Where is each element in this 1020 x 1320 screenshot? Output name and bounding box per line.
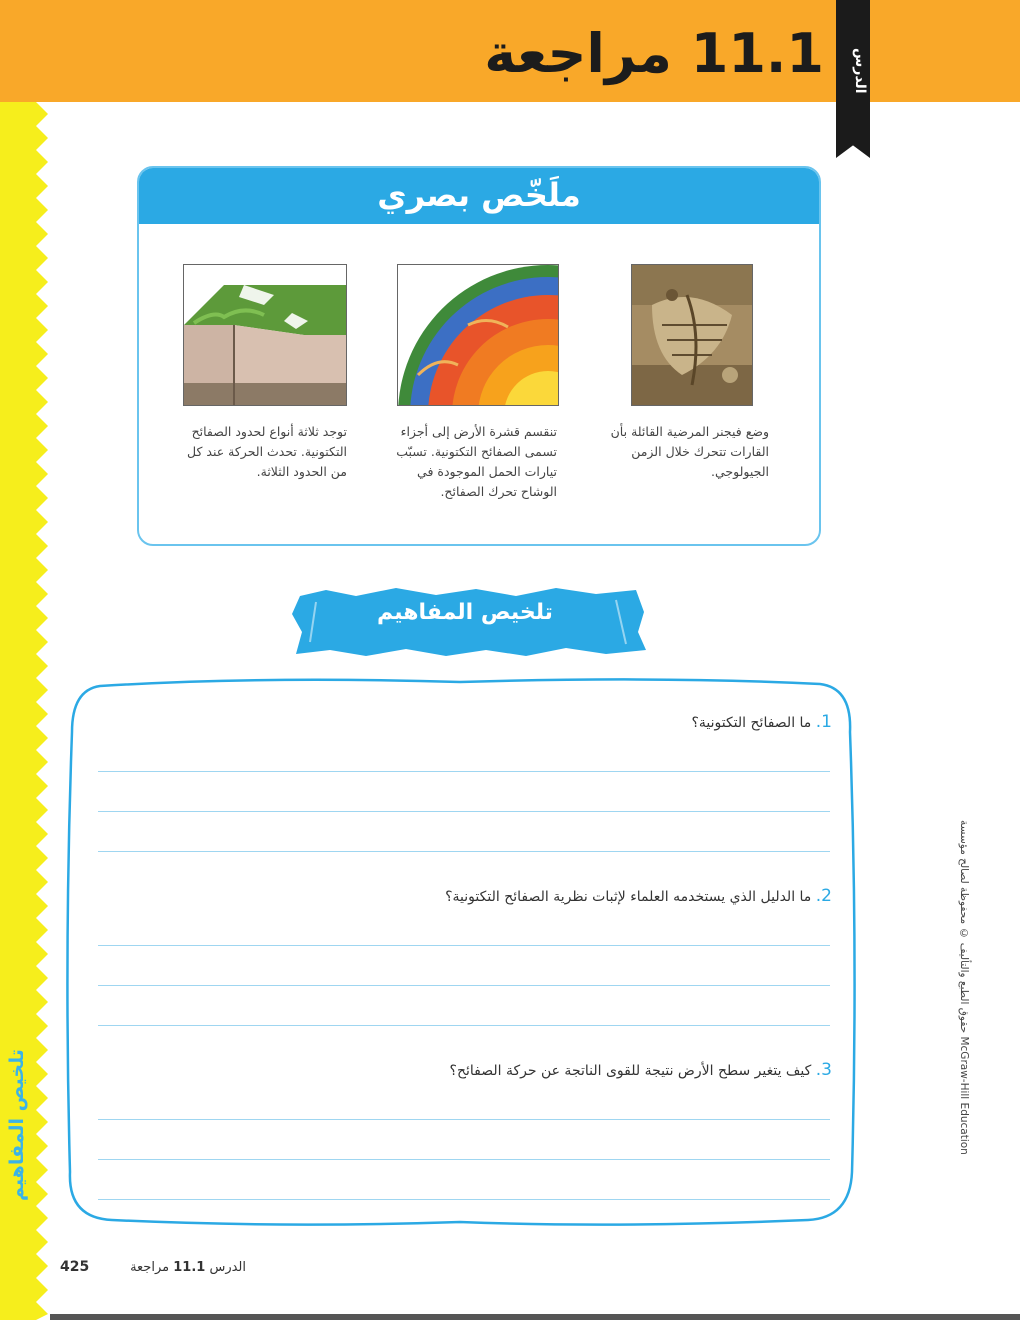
question-1-text: ما الصفائح التكتونية؟ bbox=[691, 715, 812, 731]
bottom-bar bbox=[50, 1314, 1020, 1320]
answer-line[interactable] bbox=[98, 771, 830, 772]
answer-line[interactable] bbox=[98, 811, 830, 812]
question-2-text: ما الدليل الذي يستخدمه العلماء لإثبات نظرية الصفائح التكتونية؟ bbox=[445, 889, 812, 905]
answer-line[interactable] bbox=[98, 1119, 830, 1120]
footer-lesson-label bbox=[130, 1260, 246, 1275]
footer-lesson-title: مراجعة bbox=[130, 1260, 170, 1275]
question-2-number: 2. bbox=[815, 886, 832, 906]
answer-line[interactable] bbox=[98, 1025, 830, 1026]
concept-summary-title: تلخيص المفاهيم bbox=[377, 600, 553, 625]
questions-box bbox=[60, 672, 860, 1232]
footer-lesson-word: الدرس bbox=[209, 1260, 246, 1275]
answer-line[interactable] bbox=[98, 851, 830, 852]
lesson-tab-label: الدرس bbox=[852, 48, 868, 94]
caption-fossil: وضع فيجنر المرضية القائلة بأن القارات تتحرك خلال الزمن الجيولوجي. bbox=[610, 424, 769, 479]
fossil-rock-photo bbox=[631, 264, 753, 406]
question-3-number: 3. bbox=[815, 1060, 832, 1080]
caption-earth: تنقسم قشرة الأرض إلى أجزاء تسمى الصفائح التكتونية. تسبّب تيارات الحمل الموجودة في الوشاح تحرك الصفائح. bbox=[396, 424, 557, 499]
visual-summary-title: ملَخّص بصري bbox=[377, 176, 581, 214]
copyright-notice: حقوق الطبع والتأليف © محفوظة لصالح مؤسسة McGraw-Hill Education bbox=[958, 820, 970, 1155]
answer-line[interactable] bbox=[98, 1159, 830, 1160]
question-3 bbox=[450, 1060, 832, 1080]
earth-cross-section-illustration bbox=[397, 264, 559, 406]
question-1-number: 1. bbox=[815, 712, 832, 732]
answer-line[interactable] bbox=[98, 1199, 830, 1200]
footer-lesson-number: 11.1 bbox=[173, 1260, 206, 1275]
question-2 bbox=[445, 886, 832, 906]
answer-line[interactable] bbox=[98, 945, 830, 946]
question-3-text: كيف يتغير سطح الأرض نتيجة للقوى الناتجة عن حركة الصفائح؟ bbox=[449, 1063, 812, 1079]
caption-plate-boundaries: توجد ثلاثة أنواع لحدود الصفائح التكتونية. تحدث الحركة عند كل من الحدود الثلاثة. bbox=[187, 424, 347, 479]
question-1 bbox=[691, 712, 832, 732]
answer-line[interactable] bbox=[98, 985, 830, 986]
side-strip-label: تلخيص المفاهيم bbox=[6, 1049, 28, 1201]
plate-boundary-block-illustration bbox=[183, 264, 347, 406]
page-title: 11.1 مراجعة bbox=[484, 22, 824, 85]
page-number: 425 bbox=[60, 1259, 90, 1275]
visual-summary-card bbox=[137, 166, 821, 546]
